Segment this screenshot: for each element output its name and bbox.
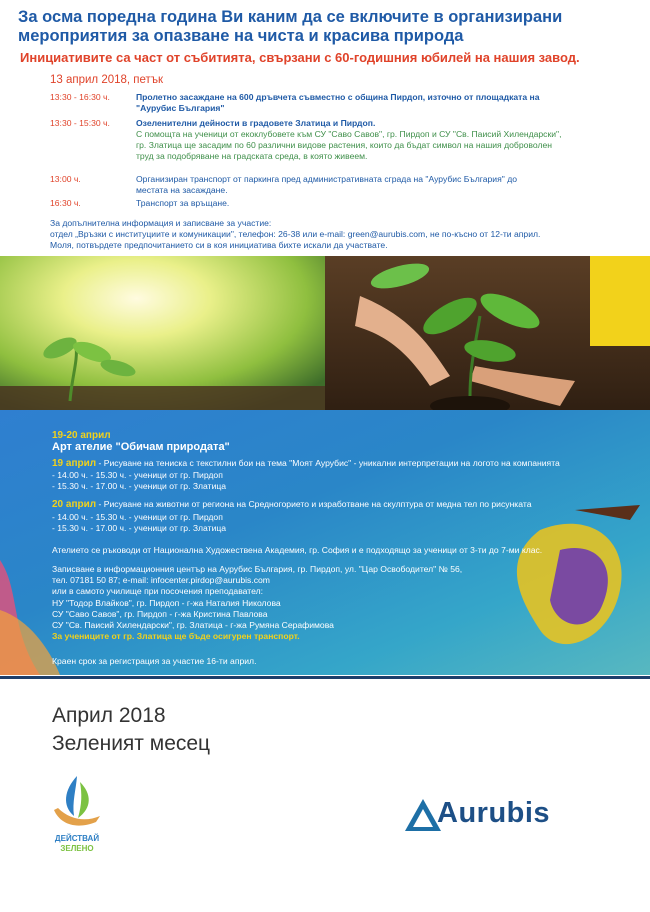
divider (0, 676, 650, 679)
art-session: - 14.00 ч. - 15.30 ч. - ученици от гр. Пирдоп (52, 512, 223, 522)
act-green-line1: ДЕЙСТВАЙ (54, 834, 100, 843)
schedule-text: местата на засаждане. (136, 185, 228, 195)
photo-banner (0, 256, 650, 426)
aurubis-logo (403, 795, 603, 835)
art-day2 (52, 499, 612, 510)
contact-line: Моля, потвърдете предпочитанието си в коя инициатива бихте искали да участвате. (50, 240, 388, 251)
registration-line: СУ "Св. Паисий Хилендарски", гр. Златица - г-жа Румяна Серафимова (52, 620, 334, 631)
schedule-text: "Аурубис България" (136, 103, 225, 113)
contact-line: отдел „Връзки с институциите и комуникации", телефон: 26-38 или e-mail: green@aurubis.com, не по-късно от 12-ти април. (50, 229, 541, 240)
schedule-text: Озеленителни дейности в градовете Златица и Пирдоп. (136, 118, 376, 128)
art-session: - 15.30 ч. - 17.00 ч. - ученици от гр. Златица (52, 523, 227, 533)
header-subtitle: Инициативите са част от събитията, свързани с 60-годишния юбилей на нашия завод. (20, 50, 580, 65)
schedule-time: 13:30 - 15:30 ч. (50, 118, 110, 128)
schedule-text: Пролетно засаждане на 600 дръвчета съвместно с община Пирдоп, източно от площадката на (136, 92, 540, 102)
registration-line: НУ "Тодор Влайков", гр. Пирдоп - г-жа Наталия Николова (52, 597, 281, 608)
contact-info (50, 218, 620, 252)
transport-note: За учениците от гр. Златица ще бъде осигурен транспорт. (52, 631, 300, 642)
art-session: - 14.00 ч. - 15.30 ч. - ученици от гр. Пирдоп (52, 470, 223, 480)
art-academy: Ателието се ръководи от Национална Художествена Академия, гр. София и е подходящо за ученици от 3-ти до 7-ми клас. (52, 545, 543, 555)
yellow-sleeve (590, 256, 650, 346)
deadline-note: Краен срок за регистрация за участие 16-ти април. (52, 656, 257, 666)
month-title: Април 2018 (52, 704, 166, 727)
registration-block (52, 564, 612, 642)
header-title (18, 8, 633, 46)
header-title-line2: мероприятия за опазване на чиста и красива природа (18, 27, 464, 45)
event-date: 13 април 2018, петък (50, 74, 164, 86)
schedule-text: труд за подобряване на градската среда, в която живеем. (136, 151, 368, 161)
art-day1 (52, 458, 612, 469)
aurubis-wordmark: Aurubis (437, 797, 551, 829)
schedule-time: 13:30 - 16:30 ч. (50, 92, 110, 102)
schedule-time: 16:30 ч. (50, 198, 81, 208)
art-session: - 15.30 ч. - 17.00 ч. - ученици от гр. Златица (52, 481, 227, 491)
art-dates: 19-20 април (52, 430, 111, 441)
act-green-logo (46, 772, 108, 862)
registration-line: Записване в информационния център на Аурубис България, гр. Пирдоп, ул. "Цар Освободител" № 56, (52, 564, 463, 574)
schedule-text: Транспорт за връщане. (136, 198, 230, 208)
leaf-hand-icon (46, 772, 108, 834)
contact-line: За допълнителна информация и записване за участие: (50, 218, 272, 228)
header-title-line1: За осма поредна година Ви каним да се включите в организирани (18, 8, 563, 26)
art-title: Арт ателие "Обичам природата" (52, 441, 230, 453)
schedule-time: 13:00 ч. (50, 174, 81, 184)
art-day2-date: 20 април (52, 499, 97, 510)
registration-line: или в самото училище при посочения преподавател: (52, 586, 263, 597)
act-green-line2: ЗЕЛЕНО (60, 844, 94, 853)
month-subtitle: Зеленият месец (52, 732, 211, 755)
schedule-text: Организиран транспорт от паркинга пред административната сграда на "Аурубис България" до (136, 174, 517, 184)
art-day1-desc: - Рисуване на тениска с текстилни бои на тема "Моят Аурубис" - уникални интерпретации на логото на компанията (96, 458, 560, 468)
schedule-text: С помощта на ученици от екоклубовете към СУ "Саво Савов", гр. Пирдоп и СУ "Св. Паисий Хилендарски", (136, 129, 562, 139)
schedule-text: гр. Златица ще засадим по 60 различни видове растения, които да бъдат символ на нашия доброволен (136, 140, 552, 150)
registration-line: тел. 07181 50 87; e-mail: infocenter.pirdop@aurubis.com (52, 575, 270, 586)
art-day1-date: 19 април (52, 458, 97, 469)
registration-line: СУ "Саво Савов", гр. Пирдоп - г-жа Кристина Павлова (52, 608, 268, 619)
art-day2-desc: - Рисуване на животни от региона на Средногорието и изработване на скулптура от медна тел по рисунката (96, 499, 532, 509)
